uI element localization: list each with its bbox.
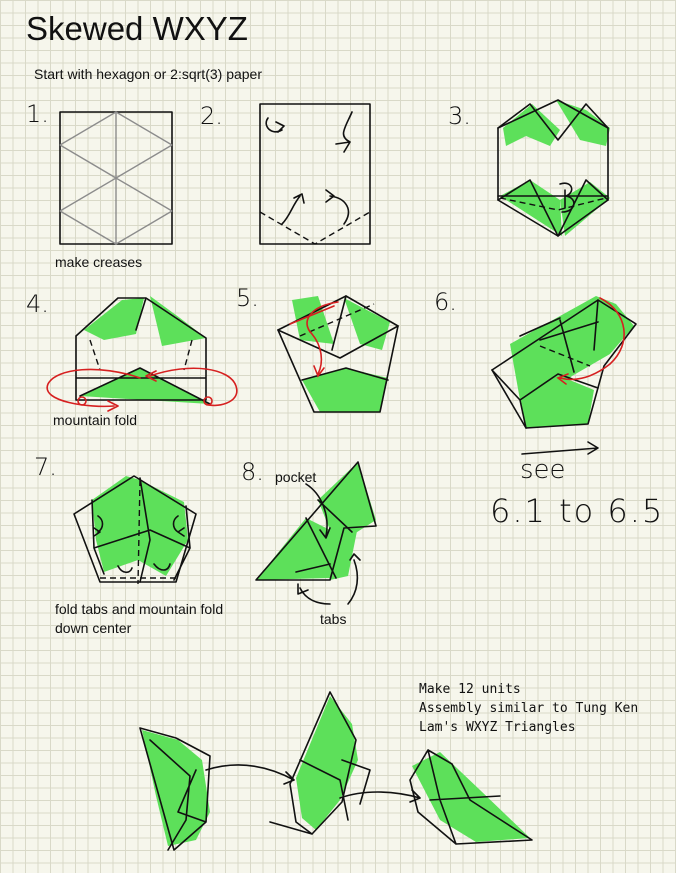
step-2-diagram <box>260 104 370 244</box>
step-7-caption: fold tabs and mountain fold <box>55 601 224 617</box>
step-4-diagram <box>47 296 237 411</box>
see-label: see <box>520 455 566 485</box>
step-4-number: 4. <box>26 290 49 318</box>
step-7-caption-line2: down center <box>55 620 132 636</box>
step-7-number: 7. <box>34 453 57 481</box>
step-3-diagram <box>498 100 610 236</box>
step-8-diagram <box>256 462 376 604</box>
step-6-number: 6. <box>434 288 457 316</box>
step-1-number: 1. <box>26 100 49 128</box>
subtitle: Start with hexagon or 2:sqrt(3) paper <box>34 66 263 82</box>
step-1-crease-diagram <box>60 112 172 244</box>
step-1-caption: make creases <box>55 254 143 270</box>
page-title: Skewed WXYZ <box>26 10 248 47</box>
step-5-number: 5. <box>236 284 259 312</box>
tabs-label: tabs <box>320 611 347 627</box>
step-7-diagram <box>74 476 196 584</box>
assembly-note: Make 12 units Assembly similar to Tung Ken Lam's WXYZ Triangles <box>419 682 639 735</box>
step-5-diagram <box>278 296 398 412</box>
pocket-label: pocket <box>275 469 317 485</box>
step-3-number: 3. <box>448 102 471 130</box>
step-6-diagram <box>492 296 636 454</box>
see-range-label: 6.1 to 6.5 <box>490 492 665 530</box>
step-4-caption: mountain fold <box>53 412 138 428</box>
step-2-number: 2. <box>200 102 223 130</box>
assembly-sketch <box>140 692 532 850</box>
step-8-number: 8. <box>241 458 264 486</box>
